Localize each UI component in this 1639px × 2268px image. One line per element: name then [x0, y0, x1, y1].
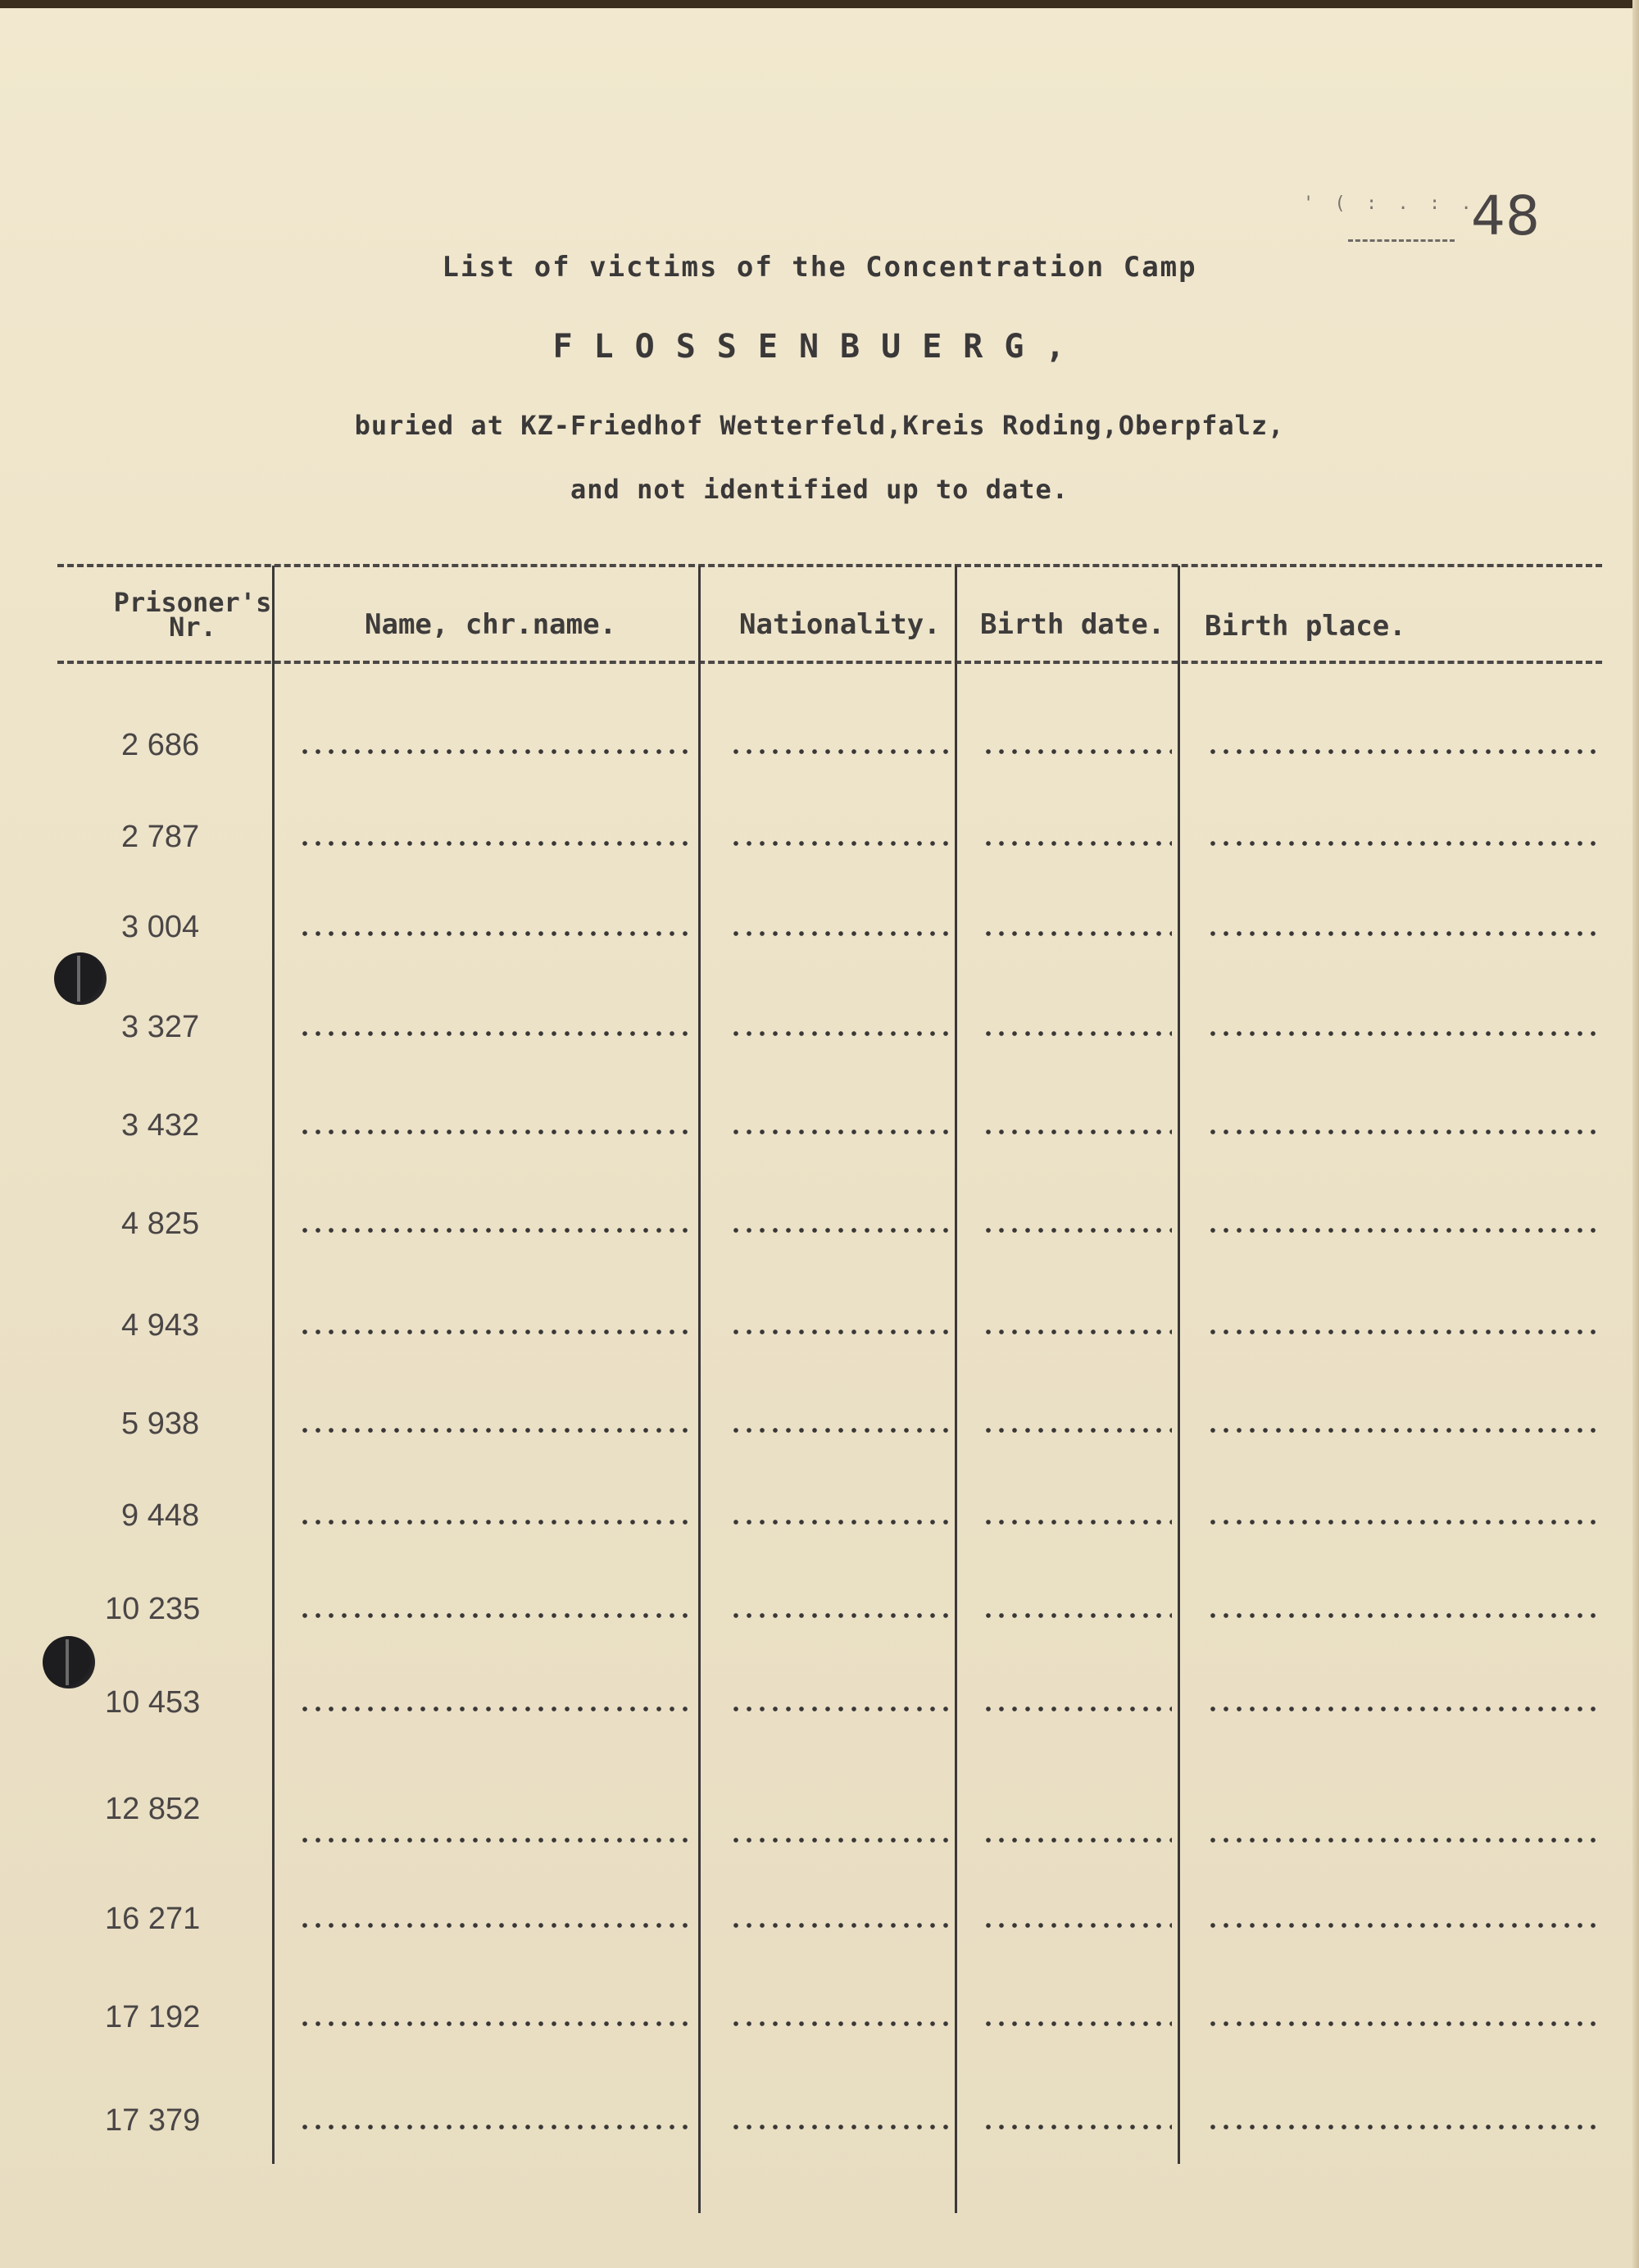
header-prisoner-nr [98, 587, 287, 643]
header-prisoner-line2: Nr. [169, 611, 216, 643]
birth-place-dots [1206, 1428, 1600, 1433]
prisoner-number: 10 453 [105, 1685, 201, 1720]
column-divider-1 [272, 566, 275, 2164]
prisoner-number: 4 825 [121, 1207, 200, 1241]
birth-date-dots [982, 1329, 1172, 1334]
birth-place-dots [1206, 749, 1600, 754]
nationality-dots [729, 1520, 949, 1525]
birth-date-dots [982, 931, 1172, 936]
page-number: 48 [1471, 184, 1540, 248]
prisoner-number: 3 432 [121, 1108, 200, 1143]
prisoner-number: 2 686 [121, 728, 200, 762]
birth-place-dots [1206, 1031, 1600, 1036]
header-birth-place: Birth place. [1205, 610, 1406, 643]
nationality-dots [729, 1923, 949, 1928]
birth-place-dots [1206, 1520, 1600, 1525]
birth-date-dots [982, 1520, 1172, 1525]
birth-date-dots [982, 749, 1172, 754]
prisoner-number: 5 938 [121, 1407, 200, 1441]
header-name: Name, chr.name. [365, 608, 617, 641]
name-dots [298, 2021, 688, 2026]
name-dots [298, 1129, 688, 1134]
name-dots [298, 1329, 688, 1334]
name-dots [298, 1707, 688, 1711]
prisoner-number: 17 379 [105, 2103, 201, 2138]
name-dots [298, 1613, 688, 1618]
birth-date-dots [982, 1838, 1172, 1843]
nationality-dots [729, 2021, 949, 2026]
birth-place-dots [1206, 1838, 1600, 1843]
birth-place-dots [1206, 1613, 1600, 1618]
punch-hole-icon [43, 1636, 95, 1689]
prisoner-number: 3 327 [121, 1010, 200, 1044]
birth-place-dots [1206, 931, 1600, 936]
nationality-dots [729, 2125, 949, 2129]
prisoner-number: 17 192 [105, 2000, 201, 2034]
prisoner-number: 4 943 [121, 1308, 200, 1343]
title-line-4: and not identified up to date. [570, 474, 1069, 505]
nationality-dots [729, 1129, 949, 1134]
title-line-2: FLOSSENBUERG, [552, 328, 1087, 366]
nationality-dots [729, 1613, 949, 1618]
birth-date-dots [982, 1228, 1172, 1233]
table-top-rule [57, 564, 1602, 567]
header-bottom-rule [57, 661, 1602, 664]
name-dots [298, 1520, 688, 1525]
prisoner-number: 10 235 [105, 1592, 201, 1626]
stamp-underline [1348, 239, 1455, 242]
header-birth-date: Birth date. [980, 608, 1165, 641]
nationality-dots [729, 1838, 949, 1843]
nationality-dots [729, 749, 949, 754]
name-dots [298, 841, 688, 846]
birth-date-dots [982, 1031, 1172, 1036]
birth-date-dots [982, 1428, 1172, 1433]
name-dots [298, 1228, 688, 1233]
birth-date-dots [982, 1923, 1172, 1928]
nationality-dots [729, 1031, 949, 1036]
name-dots [298, 1923, 688, 1928]
birth-date-dots [982, 2125, 1172, 2129]
scan-edge-top [0, 0, 1639, 8]
title-line-1: List of victims of the Concentration Camp [442, 251, 1197, 284]
column-divider-3 [955, 566, 957, 2213]
birth-place-dots [1206, 841, 1600, 846]
faint-stamp: ' ( : . : . [1303, 193, 1477, 214]
birth-place-dots [1206, 2125, 1600, 2129]
name-dots [298, 1031, 688, 1036]
birth-place-dots [1206, 1228, 1600, 1233]
birth-date-dots [982, 2021, 1172, 2026]
birth-place-dots [1206, 1329, 1600, 1334]
header-nationality: Nationality. [739, 608, 941, 641]
nationality-dots [729, 1428, 949, 1433]
nationality-dots [729, 1329, 949, 1334]
nationality-dots [729, 931, 949, 936]
column-divider-2 [698, 566, 701, 2213]
birth-date-dots [982, 1707, 1172, 1711]
nationality-dots [729, 1228, 949, 1233]
birth-date-dots [982, 1613, 1172, 1618]
name-dots [298, 1428, 688, 1433]
nationality-dots [729, 1707, 949, 1711]
name-dots [298, 2125, 688, 2129]
birth-date-dots [982, 1129, 1172, 1134]
punch-hole-icon [54, 952, 107, 1005]
birth-place-dots [1206, 1923, 1600, 1928]
prisoner-number: 2 787 [121, 820, 200, 854]
prisoner-number: 3 004 [121, 910, 200, 944]
birth-place-dots [1206, 2021, 1600, 2026]
nationality-dots [729, 841, 949, 846]
name-dots [298, 931, 688, 936]
prisoner-number: 16 271 [105, 1902, 201, 1936]
header-prisoner-line1: Prisoner's [113, 587, 272, 618]
name-dots [298, 1838, 688, 1843]
name-dots [298, 749, 688, 754]
title-line-3: buried at KZ-Friedhof Wetterfeld,Kreis Roding,Oberpfalz, [354, 410, 1285, 441]
birth-date-dots [982, 841, 1172, 846]
column-divider-4 [1178, 566, 1180, 2164]
birth-place-dots [1206, 1129, 1600, 1134]
prisoner-number: 12 852 [105, 1792, 201, 1826]
birth-place-dots [1206, 1707, 1600, 1711]
prisoner-number: 9 448 [121, 1498, 200, 1533]
